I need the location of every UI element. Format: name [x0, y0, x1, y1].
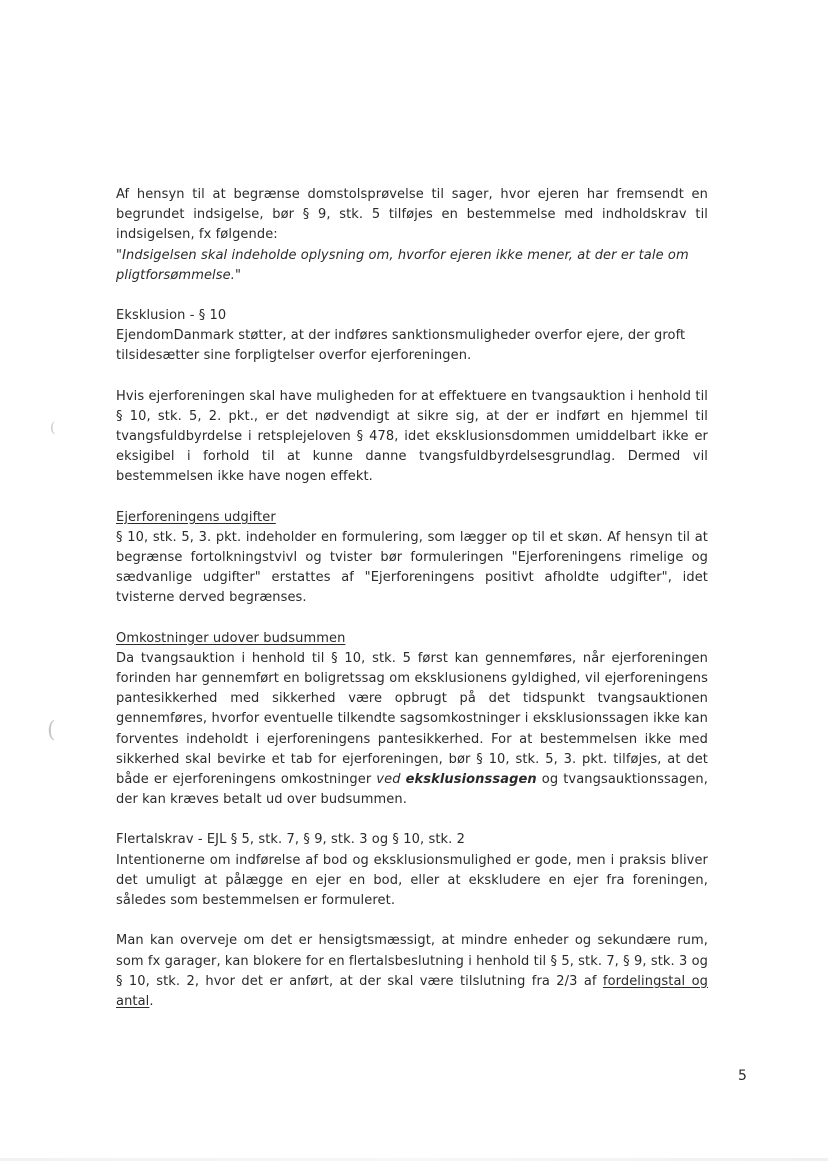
intro-paragraph: Af hensyn til at begrænse domstolsprøvelse til sager, hvor ejeren har fremsendt en begrundet indsigelse, bør § 9, stk. 5 tilføjes en bestemmelse med indholdskrav til indsigelsen, fx følgende: [116, 187, 708, 243]
flertalskrav-paragraph-2 [116, 931, 708, 1012]
udgifter-paragraph: § 10, stk. 5, 3. pkt. indeholder en formulering, som lægger op til et skøn. Af hensyn til at begrænse fortolkningstvivl og tvister bør formuleringen "Ejerforeningens rimelige og sædvanlige udgifter" erstattes af "Ejerforeningens positivt afholdte udgifter", idet tvisterne derved begrænses. [116, 529, 708, 606]
omkostninger-text-end: og tvangsauktionssagen, der kan kræves betalt ud over budsummen. [116, 772, 708, 808]
flertalskrav-heading: Flertalskrav - EJL § 5, stk. 7, § 9, stk. 3 og § 10, stk. 2 [116, 832, 466, 848]
flertalskrav-text: Man kan overveje om det er hensigtsmæssigt, at mindre enheder og sekundære rum, som fx garager, kan blokere for en flertalsbeslutning i henhold til § 5, stk. 7, § 9, stk. 3 og § 10, stk. 2, hvor det er anført, at der skal være tilslutning fra 2/3 af [116, 933, 708, 989]
flertalskrav-text-end: . [149, 993, 154, 1009]
flertalskrav-paragraph-1: Intentionerne om indførelse af bod og eksklusionsmulighed er gode, men i praksis bliver det umuligt at pålægge en ejer en bod, eller at ekskludere en ejer fra foreningen, således som bestemmelsen er formuleret. [116, 852, 708, 909]
document-body [116, 185, 708, 1012]
page-number: 5 [738, 1068, 747, 1084]
intro-quote: "Indsigelsen skal indeholde oplysning om, hvorfor ejeren ikke mener, at der er tale om pligtforsømmelse." [116, 247, 689, 283]
udgifter-heading-text: Ejerforeningens udgifter [116, 509, 276, 525]
scan-edge [0, 1158, 828, 1161]
eksklusion-paragraph-2: Hvis ejerforeningen skal have muligheden for at effektuere en tvangsauktion i henhold til § 10, stk. 5, 2. pkt., er det nødvendigt at sikre sig, at der er indført en hjemmel til tvangsfuldbyrdelse i retsplejeloven § 478, idet eksklusionsdommen umiddelbart ikke er eksigibel i forhold til at kunne danne tvangsfuldbyrdelsesgrundlag. Dermed vil bestemmelsen ikke have nogen effekt. [116, 388, 708, 485]
margin-mark: ( [47, 718, 56, 743]
omkostninger-heading-text: Omkostninger udover budsummen [116, 630, 346, 646]
omkostninger-heading [116, 629, 708, 649]
omkostninger-bold-italic: eksklusionssagen [405, 772, 537, 788]
eksklusion-heading: Eksklusion - § 10 [116, 308, 227, 324]
flertalskrav-underlined: fordelingstal og antal [116, 973, 708, 1009]
udgifter-heading [116, 508, 708, 528]
omkostninger-text: Da tvangsauktion i henhold til § 10, stk. 5 først kan gennemføres, når ejerforeningen forinden har gennemført en boligretssag om eksklusionens gyldighed, vil ejerforeningens pantesikkerhed med sikkerhed være opbrugt på det tidspunkt tvangsauktionen gennemføres, hvorfor eventuelle tilkendte sagsomkostninger i eksklusionssagen ikke kan forventes indeholdt i ejerforeningens pantesikkerhed. For at bestemmelsen ikke med sikkerhed skal bevirke et tab for ejerforeningen, bør § 10, stk. 5, 3. pkt. tilføjes, at det både er ejerforeningens omkostninger [116, 650, 708, 788]
omkostninger-italic: ved [376, 772, 401, 788]
eksklusion-paragraph-1: EjendomDanmark støtter, at der indføres sanktionsmuligheder overfor ejere, der groft tilsidesætter sine forpligtelser overfor ejerforeningen. [116, 328, 686, 364]
margin-mark: ( [50, 420, 56, 436]
omkostninger-paragraph [116, 649, 708, 811]
